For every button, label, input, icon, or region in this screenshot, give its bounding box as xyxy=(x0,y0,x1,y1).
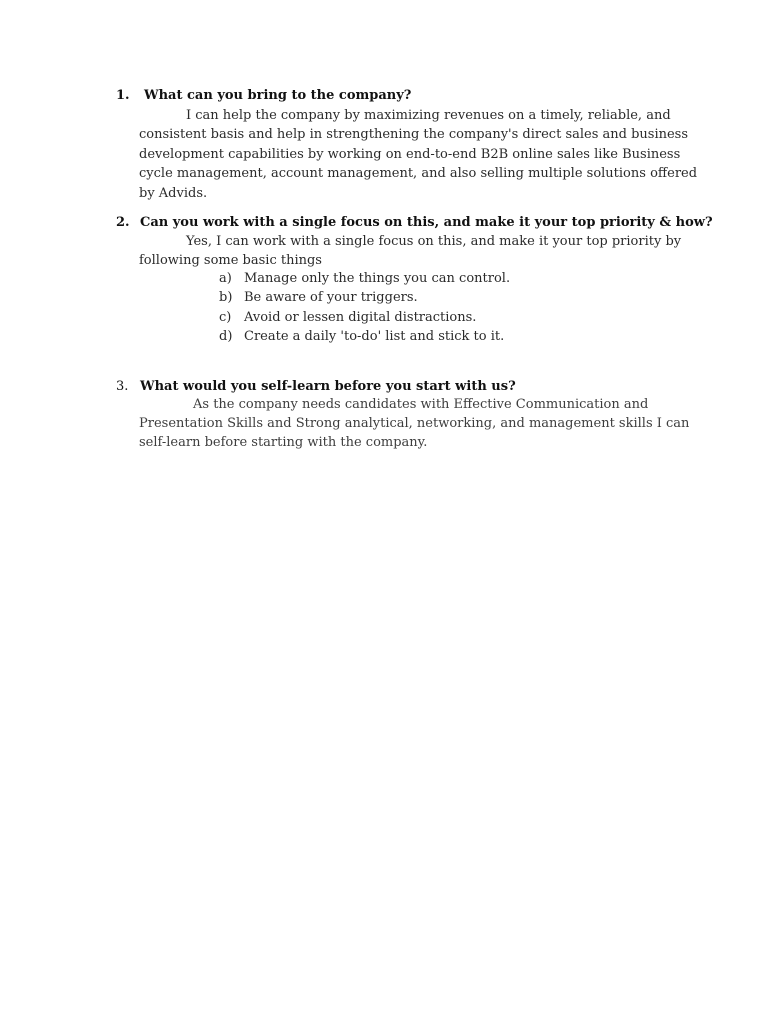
answer-line: development capabilities by working on end-to-end B2B online sales like Business xyxy=(139,146,681,162)
list-item-letter: c) xyxy=(219,309,232,325)
question-title: What can you bring to the company? xyxy=(144,88,412,103)
question-heading xyxy=(116,87,411,105)
question-number: 2. xyxy=(116,215,130,230)
question-title: Can you work with a single focus on this, and make it your top priority & how? xyxy=(140,215,713,230)
answer-line: by Advids. xyxy=(139,185,208,201)
answer-line: self-learn before starting with the company. xyxy=(139,435,428,450)
question-title: What would you self-learn before you start with us? xyxy=(140,379,516,394)
list-item-letter: b) xyxy=(219,290,233,306)
list-item xyxy=(219,308,510,327)
answer-line: I can help the company by maximizing revenues on a timely, reliable, and xyxy=(186,108,671,123)
list-item-text: Be aware of your triggers. xyxy=(244,290,418,306)
list-item-text: Manage only the things you can control. xyxy=(244,271,511,286)
answer-line: As the company needs candidates with Effective Communication and xyxy=(193,397,649,412)
answer-line: Presentation Skills and Strong analytical, networking, and management skills I can xyxy=(139,416,690,431)
answer-line: consistent basis and help in strengthening the company's direct sales and business xyxy=(139,127,689,143)
question-heading xyxy=(116,214,713,232)
answer-line: following some basic things xyxy=(139,253,322,269)
list-item xyxy=(219,288,510,307)
answer-paragraph xyxy=(139,232,682,271)
list-item-letter: a) xyxy=(219,271,232,286)
question-number: 1. xyxy=(116,88,130,103)
list-item-letter: d) xyxy=(219,329,233,345)
list-item-text: Avoid or lessen digital distractions. xyxy=(244,309,477,325)
question-number: 3. xyxy=(116,379,129,394)
list-item xyxy=(219,327,510,346)
answer-paragraph xyxy=(139,395,690,452)
list-item-text: Create a daily 'to-do' list and stick to it. xyxy=(244,329,505,345)
list-item xyxy=(219,269,510,288)
question-heading xyxy=(116,378,516,396)
answer-paragraph xyxy=(139,106,698,203)
answer-line: Yes, I can work with a single focus on this, and make it your top priority by xyxy=(186,234,682,249)
tips-list xyxy=(219,269,510,347)
answer-line: cycle management, account management, and also selling multiple solutions offered xyxy=(139,166,698,182)
